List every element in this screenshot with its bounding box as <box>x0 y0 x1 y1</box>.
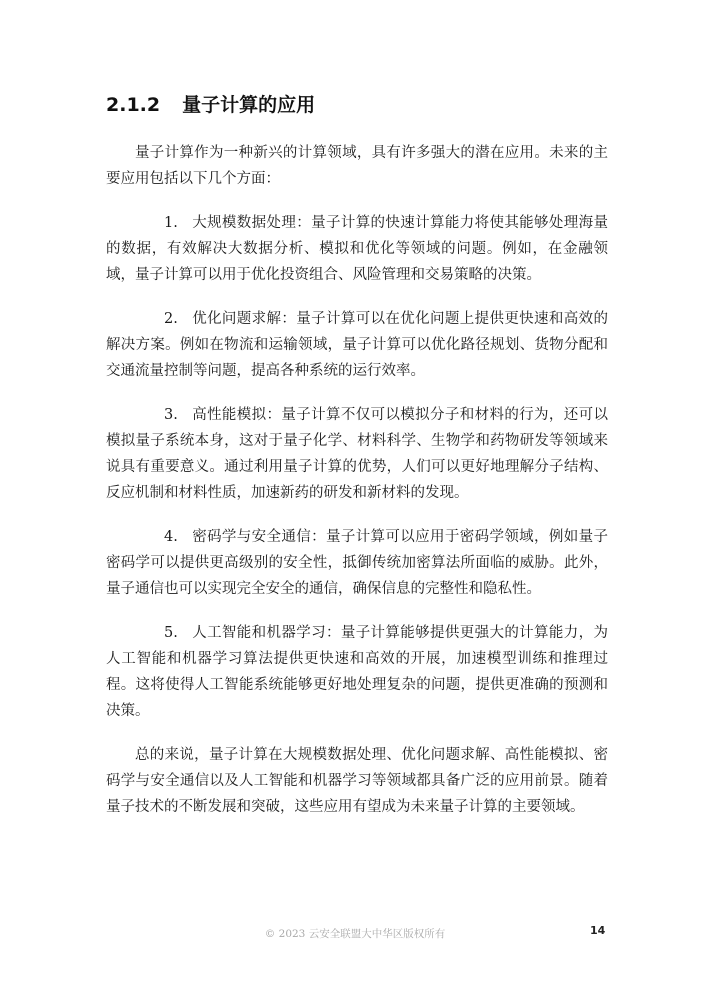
conclusion-paragraph: 总的来说，量子计算在大规模数据处理、优化问题求解、高性能模拟、密码学与安全通信以及人工智能和机器学习等领域都具备广泛的应用前景。随着量子技术的不断发展和突破，这些应用有望成为未来量子计算的主要领域。 <box>106 747 608 815</box>
intro-paragraph: 量子计算作为一种新兴的计算领域，具有许多强大的潜在应用。未来的主要应用包括以下几个方面： <box>106 145 608 187</box>
list-item <box>106 210 608 288</box>
body-text <box>106 140 608 838</box>
list-item <box>106 306 608 384</box>
page-number: 14 <box>590 924 606 937</box>
list-item-text: 大规模数据处理：量子计算的快速计算能力将使其能够处理海量的数据，有效解决大数据分析、模拟和优化等领域的问题。例如，在金融领域，量子计算可以用于优化投资组合、风险管理和交易策略的决策。 <box>106 215 608 283</box>
list-item <box>106 620 608 724</box>
list-item-text: 优化问题求解：量子计算可以在优化问题上提供更快速和高效的解决方案。例如在物流和运输领域，量子计算可以优化路径规划、货物分配和交通流量控制等问题，提高各种系统的运行效率。 <box>106 311 608 379</box>
list-item-number: 2. <box>164 311 178 327</box>
list-item-text: 密码学与安全通信：量子计算可以应用于密码学领域，例如量子密码学可以提供更高级别的安全性，抵御传统加密算法所面临的威胁。此外，量子通信也可以实现完全安全的通信，确保信息的完整性和隐私性。 <box>106 529 608 597</box>
list-item <box>106 524 608 602</box>
list-item-number: 3. <box>164 407 178 423</box>
section-title: 量子计算的应用 <box>182 94 316 116</box>
list-item-text: 人工智能和机器学习：量子计算能够提供更强大的计算能力，为人工智能和机器学习算法提供更快速和高效的开展，加速模型训练和推理过程。这将使得人工智能系统能够更好地处理复杂的问题，提供更准确的预测和决策。 <box>106 625 608 719</box>
list-item-number: 4. <box>164 529 178 545</box>
list-item-text: 高性能模拟：量子计算不仅可以模拟分子和材料的行为，还可以模拟量子系统本身，这对于量子化学、材料科学、生物学和药物研发等领域来说具有重要意义。通过利用量子计算的优势，人们可以更好地理解分子结构、反应机制和材料性质，加速新药的研发和新材料的发现。 <box>106 407 608 501</box>
section-heading <box>106 92 315 118</box>
list-item-number: 1. <box>164 215 178 231</box>
section-number: 2.1.2 <box>106 94 161 116</box>
footer-copyright: © 2023 云安全联盟大中华区版权所有 <box>264 928 446 940</box>
list-item-number: 5. <box>164 625 178 641</box>
list-item <box>106 402 608 506</box>
